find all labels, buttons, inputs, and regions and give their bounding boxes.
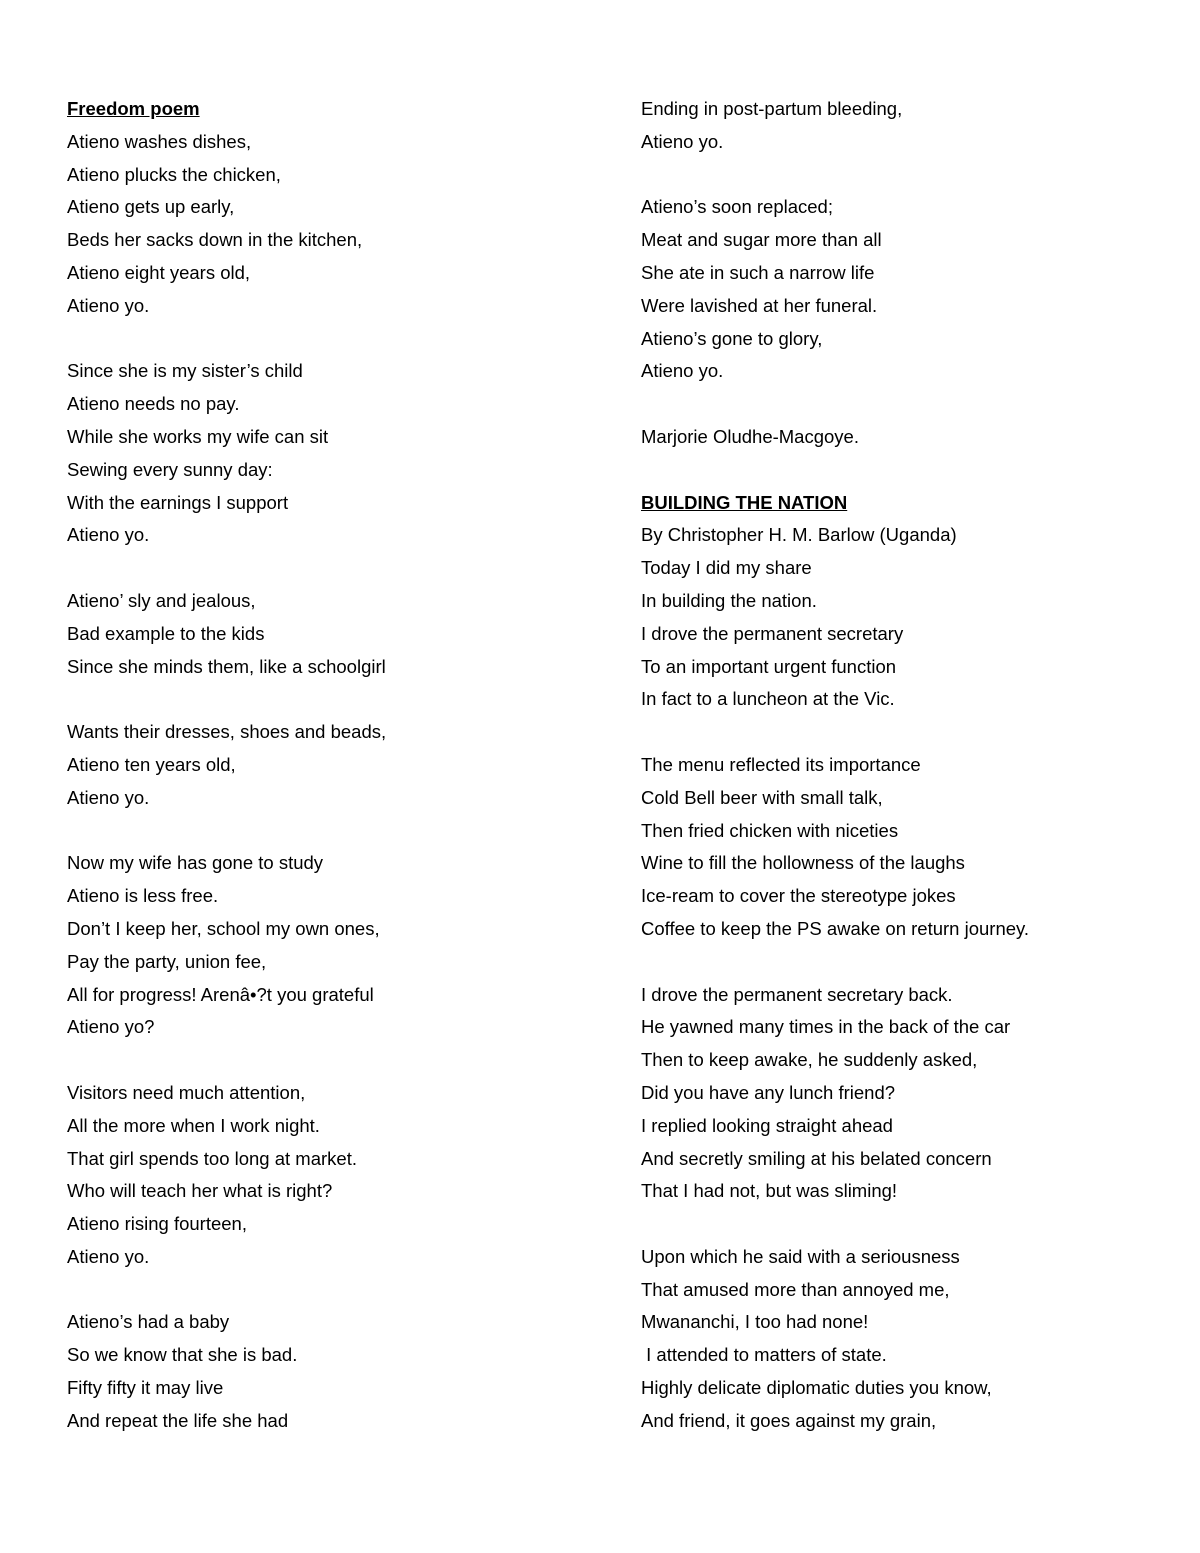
- stanza-break: [67, 1044, 607, 1077]
- poem-line: Then fried chicken with niceties: [641, 819, 899, 841]
- poem-line: That I had not, but was sliming!: [641, 1180, 898, 1202]
- poem-line: So we know that she is bad.: [67, 1344, 298, 1366]
- freedom-poem-lines: [67, 126, 607, 1438]
- building-the-nation-title: BUILDING THE NATION: [641, 491, 848, 513]
- poem-line: Highly delicate diplomatic duties you know,: [641, 1377, 992, 1399]
- stanza-break: [67, 815, 607, 848]
- right-column: [641, 93, 1181, 1438]
- left-column: [67, 93, 607, 1438]
- poem-line: I drove the permanent secretary: [641, 622, 904, 644]
- stanza-break: [641, 454, 1181, 487]
- poem-line: Atieno yo.: [67, 524, 150, 546]
- poem-line: Atieno rising fourteen,: [67, 1213, 247, 1235]
- poem-line: Did you have any lunch friend?: [641, 1081, 896, 1103]
- poem-line: Ending in post-partum bleeding,: [641, 98, 903, 119]
- poem-line: I replied looking straight ahead: [641, 1114, 893, 1136]
- stanza-break: [67, 683, 607, 716]
- poem-line: In building the nation.: [641, 589, 817, 611]
- poem-line: Since she is my sister’s child: [67, 360, 303, 382]
- building-the-nation-lines: [641, 519, 1181, 1437]
- poem-line: Bad example to the kids: [67, 622, 265, 644]
- poem-line: Pay the party, union fee,: [67, 950, 267, 972]
- poem-line: I drove the permanent secretary back.: [641, 983, 953, 1005]
- poem-line: Atieno ten years old,: [67, 753, 236, 775]
- stanza-break: [67, 1274, 607, 1307]
- stanza-break: [641, 716, 1181, 749]
- poem-line: Atieno is less free.: [67, 885, 219, 907]
- poem-line: Atieno plucks the chicken,: [67, 163, 281, 185]
- stanza-break: [67, 323, 607, 356]
- poem-line: Atieno yo.: [67, 294, 150, 316]
- poem-line: Wine to fill the hollowness of the laughs: [641, 852, 965, 874]
- poem-line: Ice-ream to cover the stereotype jokes: [641, 885, 956, 907]
- stanza-break: [67, 552, 607, 585]
- poem-line: Today I did my share: [641, 557, 812, 579]
- freedom-poem-continued-lines: [641, 93, 1181, 487]
- poem-line: That girl spends too long at market.: [67, 1147, 357, 1169]
- poem-line: With the earnings I support: [67, 491, 289, 513]
- stanza-break: [641, 1208, 1181, 1241]
- poem-line: Atieno washes dishes,: [67, 130, 252, 152]
- poem-line: And repeat the life she had: [67, 1409, 289, 1431]
- poem-line: He yawned many times in the back of the car: [641, 1016, 1011, 1038]
- poem-line: Atieno yo.: [641, 130, 724, 152]
- poem-line: Atieno eight years old,: [67, 261, 251, 283]
- poem-line: Were lavished at her funeral.: [641, 294, 878, 316]
- freedom-poem-title: Freedom poem: [67, 98, 200, 119]
- poem-line: Meat and sugar more than all: [641, 229, 882, 251]
- poem-line: And friend, it goes against my grain,: [641, 1409, 937, 1431]
- poem-line: Don’t I keep her, school my own ones,: [67, 917, 380, 939]
- poem-line: In fact to a luncheon at the Vic.: [641, 688, 895, 710]
- poem-line: And secretly smiling at his belated concern: [641, 1147, 992, 1169]
- stanza-break: [641, 946, 1181, 979]
- poem-line: Beds her sacks down in the kitchen,: [67, 229, 363, 251]
- stanza-break: [641, 159, 1181, 192]
- poem-line: Now my wife has gone to study: [67, 852, 324, 874]
- poem-line: Atieno needs no pay.: [67, 393, 240, 415]
- poem-line: Then to keep awake, he suddenly asked,: [641, 1049, 978, 1071]
- poem-line: Coffee to keep the PS awake on return journey.: [641, 917, 1030, 939]
- poem-line: Upon which he said with a seriousness: [641, 1245, 960, 1267]
- poem-line: While she works my wife can sit: [67, 425, 329, 447]
- poem-line: Atieno’s soon replaced;: [641, 196, 833, 218]
- poem-line: Atieno’s had a baby: [67, 1311, 230, 1333]
- poem-line: Fifty fifty it may live: [67, 1377, 224, 1399]
- poem-line: Who will teach her what is right?: [67, 1180, 333, 1202]
- poem-line: All for progress! Arenâ•?t you grateful: [67, 983, 374, 1005]
- poem-line: Atieno’s gone to glory,: [641, 327, 823, 349]
- poem-line: Visitors need much attention,: [67, 1081, 306, 1103]
- poem-line: Since she minds them, like a schoolgirl: [67, 655, 386, 677]
- poem-line: Atieno yo.: [67, 1245, 150, 1267]
- poem-line: I attended to matters of state.: [641, 1344, 887, 1366]
- poem-line: Marjorie Oludhe-Macgoye.: [641, 425, 859, 447]
- poem-line: The menu reflected its importance: [641, 753, 921, 775]
- poem-line: Atieno yo.: [67, 786, 150, 808]
- stanza-break: [641, 388, 1181, 421]
- poem-line: Cold Bell beer with small talk,: [641, 786, 883, 808]
- poem-line: That amused more than annoyed me,: [641, 1278, 950, 1300]
- poem-line: By Christopher H. M. Barlow (Uganda): [641, 524, 957, 546]
- poem-line: Atieno gets up early,: [67, 196, 235, 218]
- poem-line: Atieno yo.: [641, 360, 724, 382]
- poem-line: She ate in such a narrow life: [641, 261, 875, 283]
- poem-line: Wants their dresses, shoes and beads,: [67, 721, 387, 743]
- poem-line: Atieno’ sly and jealous,: [67, 589, 256, 611]
- poem-line: Mwananchi, I too had none!: [641, 1311, 869, 1333]
- poem-line: Sewing every sunny day:: [67, 458, 273, 480]
- poem-line: To an important urgent function: [641, 655, 897, 677]
- poem-line: All the more when I work night.: [67, 1114, 320, 1136]
- poem-line: Atieno yo?: [67, 1016, 155, 1038]
